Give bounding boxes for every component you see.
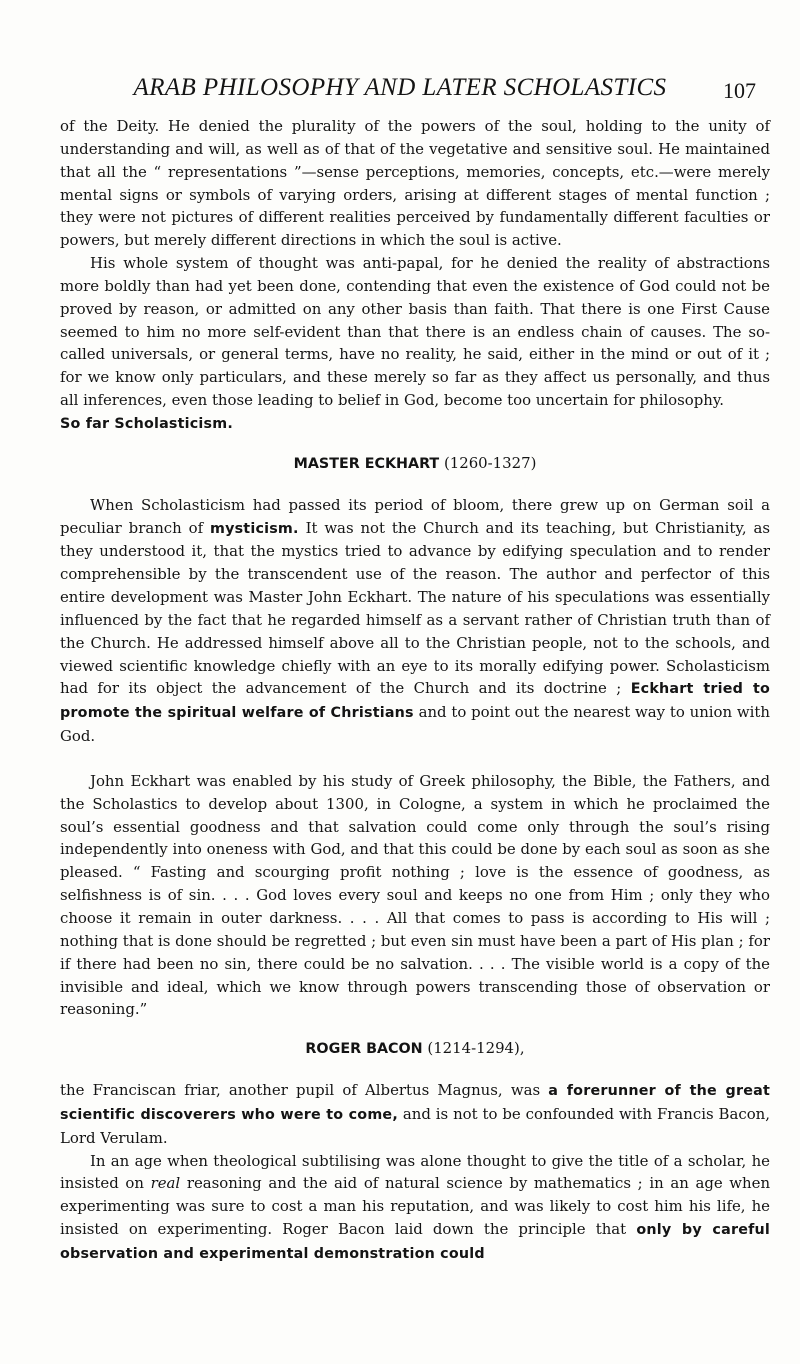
section-heading-eckhart: [60, 436, 770, 494]
section-heading-eckhart-name: MASTER ECKHART: [293, 455, 440, 472]
paragraph-1: of the Deity. He denied the plurality of the powers of the soul, holding to the unity of understanding and will, as well as of that of the vegetative and sensitive soul. He maintained that all the “ representations ”—sense perceptions, memories, concepts, etc.—were merely mental signs or symbols of varying orders, arising at different stages of mental function ; they were not pictures of different realities perceived by fundamentally different faculties or powers, but merely different directions in which the soul is active.: [60, 117, 770, 250]
section-heading-bacon-dates: (1214-1294),: [427, 1039, 525, 1058]
paragraph-5-text-b: and is not to be confounded with Francis Bacon, Lord Verulam.: [60, 1104, 770, 1147]
running-title: ARAB PHILOSOPHY AND LATER SCHOLASTICS: [133, 74, 667, 101]
paragraph-3-text-b: It was not the Church and its teaching, but Christianity, as they understood it, that the mystics tried to advance by edifying speculation and to render comprehensible by the transcendent use of the reason. The author and perfector of this entire development was Master John Eckhart. The nature of his speculations was essentially influenced by the fact that he regarded himself as a servant rather of Christian truth than of the Church. He addressed himself above all to the Christian people, not to the schools, and viewed scientific knowledge chiefly with an eye to its morally edifying power. Scholasticism had for its object the advancement of the Church and its doctrine ;: [60, 518, 770, 698]
paragraph-3: [60, 494, 770, 748]
paragraph-6-text-b: reasoning and the aid of natural science by mathematics ; in an age when experimenting was sure to cost a man his reputation, and was likely to cost him his life, he insisted on experimenting. Roger Bacon laid down the principle that: [60, 1174, 771, 1239]
paragraph-5-text-a: the Franciscan friar, another pupil of Albertus Magnus, was: [60, 1081, 541, 1100]
paragraph-2-bold-end: So far Scholasticism.: [60, 415, 233, 432]
paragraph-6: [60, 1150, 770, 1266]
section-heading-bacon-name: ROGER BACON: [305, 1041, 423, 1058]
paragraph-6-bold-end: only by careful observation and experimental demonstration could: [60, 1222, 771, 1262]
paragraph-3-bold-eckhart: Eckhart tried to promote the spiritual welfare of Christians: [60, 681, 771, 722]
paragraph-5: [60, 1079, 770, 1150]
section-heading-eckhart-dates: (1260-1327): [443, 453, 537, 472]
paragraph-3-text-c: and to point out the nearest way to union with God.: [60, 703, 770, 746]
paragraph-5-bold-forerunner: a forerunner of the great scientific discoverers who were to come,: [60, 1083, 770, 1123]
paragraph-gap: [60, 748, 770, 770]
paragraph-6-text-a: In an age when theological subtilising was alone thought to give the title of a scholar, he insisted on: [60, 1151, 770, 1193]
paragraph-2: [60, 252, 770, 436]
paragraph-3-bold-mysticism: mysticism.: [209, 520, 299, 537]
paragraph-2-text: His whole system of thought was anti-papal, for he denied the reality of abstractions more boldly than had yet been done, contending that even the existence of God could not be proved by reason, or admitted on any other basis than faith. That there is one First Cause seemed to him no more self-evident than that there is an endless chain of causes. The so-called universals, or general terms, have no reality, he said, either in the mind or out of it ; for we know only particulars, and these merely so far as they affect us personally, and thus all inferences, even those leading to belief in God, become too uncertain for philosophy.: [60, 254, 770, 410]
paragraph-4: John Eckhart was enabled by his study of Greek philosophy, the Bible, the Fathers, and the Scholastics to develop about 1300, in Cologne, a system in which he proclaimed the soul’s essential goodness and that salvation could come only through the soul’s rising independently into oneness with God, and that this could be done by each soul as soon as she pleased. “ Fasting and scourging profit nothing ; love is the essence of goodness, as selfishness is of sin. . . . God loves every soul and keeps no one from Him ; only they who choose it remain in outer darkness. . . . All that comes to pass is according to His will ; nothing that is done should be regretted ; but even sin must have been a part of His plan ; for if there had been no sin, there could be no salvation. . . . The visible world is a copy of the invisible and ideal, which we know through powers transcending those of observation or reasoning.”: [60, 771, 770, 1019]
section-heading-bacon: [60, 1021, 770, 1079]
paragraph-6-italic-real: real: [150, 1174, 181, 1193]
paragraph-3-text-a: When Scholasticism had passed its period of bloom, there grew up on German soil a peculiar branch of: [60, 495, 770, 537]
body-text: [60, 115, 770, 1266]
page-number: 107: [723, 78, 756, 103]
